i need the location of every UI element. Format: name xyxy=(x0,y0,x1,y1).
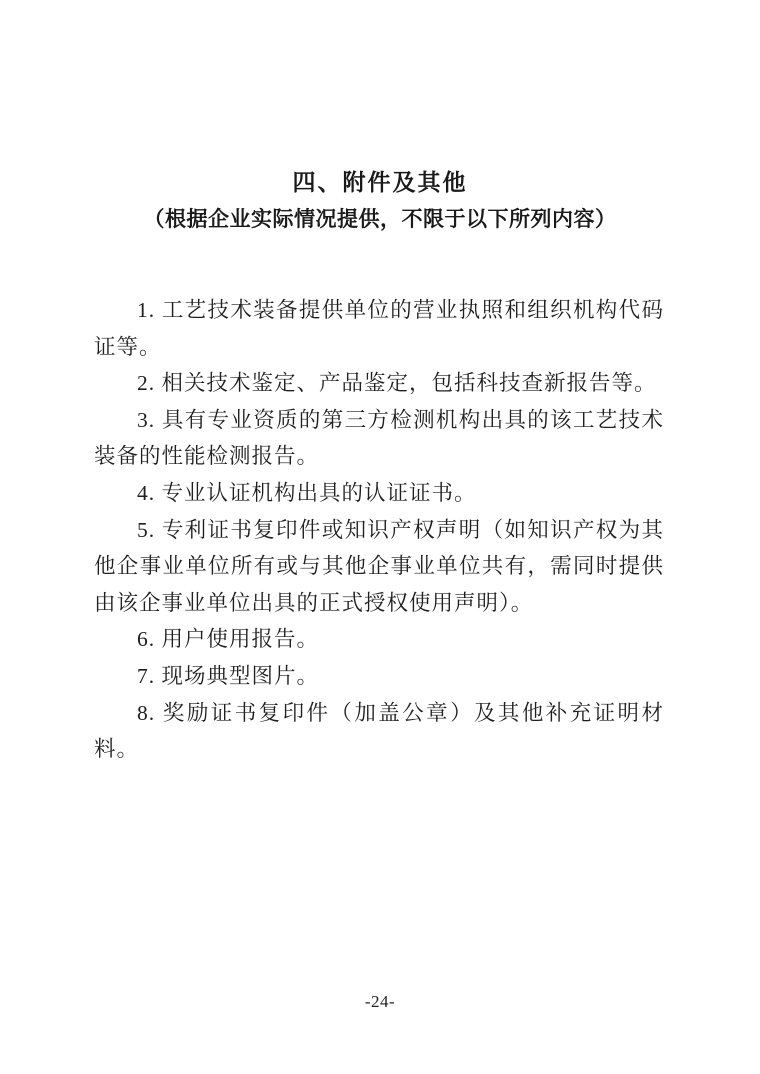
document-body xyxy=(94,292,664,768)
list-item-4: 4. 专业认证机构出具的认证证书。 xyxy=(137,480,477,505)
section-subtitle: （根据企业实际情况提供，不限于以下所列内容） xyxy=(143,208,617,231)
page-number: -24- xyxy=(364,992,396,1011)
list-item-6: 6. 用户使用报告。 xyxy=(137,627,320,652)
list-item-2: 2. 相关技术鉴定、产品鉴定，包括科技查新报告等。 xyxy=(137,371,657,396)
list-item-1: 1. 工艺技术装备提供单位的营业执照和组织机构代码证等。 xyxy=(94,298,664,359)
list-item-3: 3. 具有专业资质的第三方检测机构出具的该工艺技术装备的性能检测报告。 xyxy=(94,407,664,469)
section-title: 四、附件及其他 xyxy=(292,169,468,195)
list-item-8: 8. 奖励证书复印件（加盖公章）及其他补充证明材料。 xyxy=(94,700,664,762)
list-item-5: 5. 专利证书复印件或知识产权声明（如知识产权为其他企事业单位所有或与其他企事业单位共有，需同时提供由该企事业单位出具的正式授权使用声明）。 xyxy=(94,517,664,615)
list-item-7: 7. 现场典型图片。 xyxy=(137,663,320,688)
